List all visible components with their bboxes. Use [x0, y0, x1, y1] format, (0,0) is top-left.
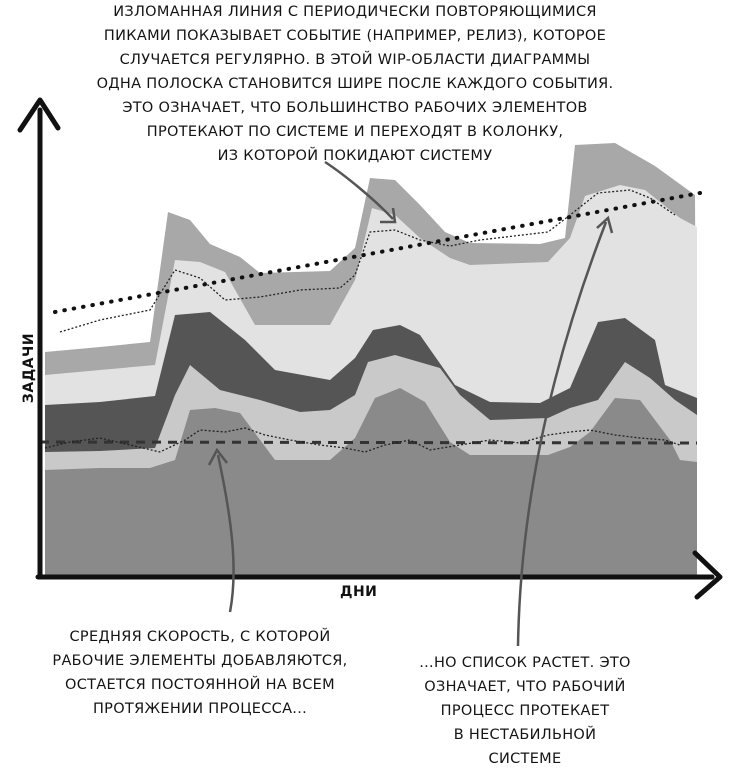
wip-annotation: ИЗЛОМАННАЯ ЛИНИЯ С ПЕРИОДИЧЕСКИ ПОВТОРЯЮЩИМИСЯ ПИКАМИ ПОКАЗЫВАЕТ СОБЫТИЕ (НАПРИМЕР, РЕЛИЗ), КОТОРОЕ СЛУЧАЕТСЯ РЕГУЛЯРНО. В ЭТОЙ WIP-ОБЛАСТИ ДИАГРАММЫ ОДНА ПОЛОСКА СТАНОВИТСЯ ШИРЕ ПОСЛЕ КАЖДОГО СОБЫТИЯ. ЭТО ОЗНАЧАЕТ, ЧТО БОЛЬШИНСТВО РАБОЧИХ ЭЛЕМЕНТОВ ПРОТЕКАЮТ ПО СИСТЕМЕ И ПЕРЕХОДЯТ В КОЛОНКУ, ИЗ КОТОРОЙ ПОКИДАЮТ СИСТЕМУ	[96, 4, 614, 164]
backlog-growth-annotation: ...НО СПИСОК РАСТЕТ. ЭТО ОЗНАЧАЕТ, ЧТО РАБОЧИЙ ПРОЦЕСС ПРОТЕКАЕТ В НЕСТАБИЛЬНОЙ СИСТЕМЕ	[419, 655, 631, 767]
x-axis-label: ДНИ	[340, 584, 378, 600]
y-axis-label: ЗАДАЧИ	[21, 332, 38, 404]
arrival-rate-annotation: СРЕДНЯЯ СКОРОСТЬ, С КОТОРОЙ РАБОЧИЕ ЭЛЕМЕНТЫ ДОБАВЛЯЮТСЯ, ОСТАЕТСЯ ПОСТОЯННОЙ НА ВСЕМ ПРОТЯЖЕНИИ ПРОЦЕССА...	[52, 629, 348, 717]
